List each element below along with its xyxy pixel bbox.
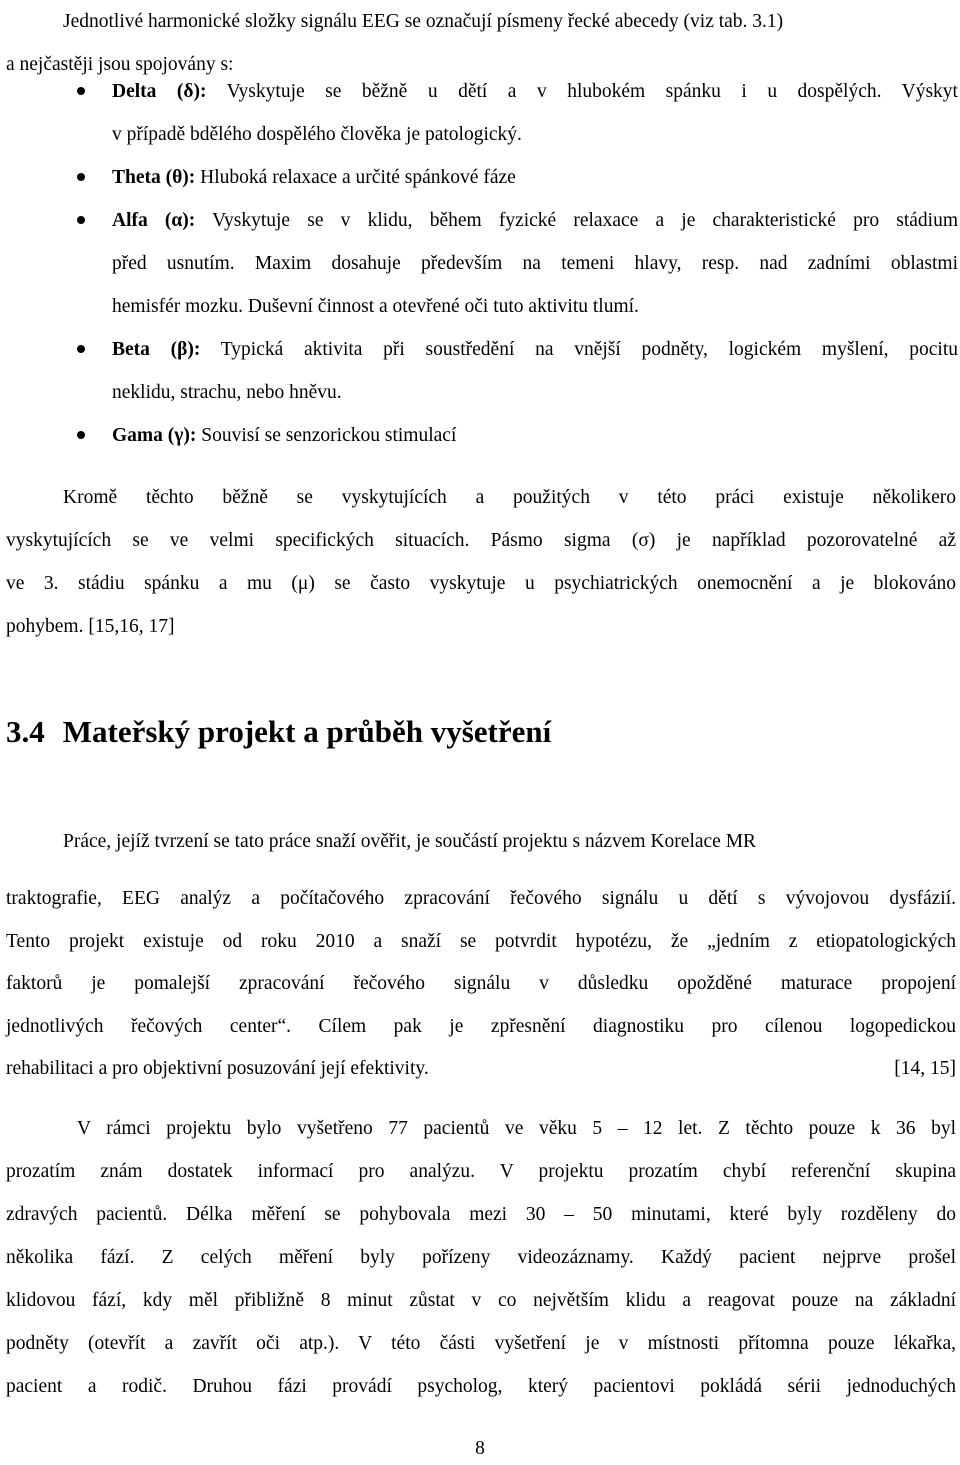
bullet-icon — [77, 216, 85, 224]
band-description-cont: neklidu, strachu, nebo hněvu. — [112, 382, 342, 403]
band-term: Theta (θ): — [112, 167, 196, 188]
list-item-delta — [112, 70, 958, 156]
page-number: 8 — [475, 1438, 485, 1459]
bullet-icon — [77, 431, 85, 439]
band-term: Alfa (α): — [112, 210, 196, 231]
list-item-alfa — [112, 199, 958, 328]
citation: [14, 15] — [894, 1058, 956, 1079]
band-description: Typická aktivita při soustředění na vnější podněty, logickém myšlení, pocitu — [200, 339, 958, 360]
project-intro-line: Práce, jejíž tvrzení se tato práce snaží ověřit, je součástí projektu s názvem Korelace MR — [63, 831, 757, 852]
paragraph-line: pohybem. [15,16, 17] — [6, 616, 175, 637]
paragraph-line: vyskytujících se ve velmi specifických situacích. Pásmo sigma (σ) je například pozorovatelné až — [6, 530, 956, 551]
band-term: Delta (δ): — [112, 81, 207, 102]
paragraph-line: pacient a rodič. Druhou fázi provádí psycholog, který pacientovi pokládá sérii jednoduchých — [6, 1376, 956, 1397]
band-description-cont: před usnutím. Maxim dosahuje především na temeni hlavy, resp. nad zadními oblastmi — [112, 253, 958, 274]
band-term: Beta (β): — [112, 339, 201, 360]
other-bands-paragraph — [6, 476, 956, 648]
list-item-theta — [112, 156, 958, 199]
band-description: Vyskytuje se běžně u dětí a v hlubokém spánku i u dospělých. Výskyt — [206, 81, 958, 102]
band-description: Souvisí se senzorickou stimulací — [196, 425, 457, 446]
band-term: Gama (γ): — [112, 425, 197, 446]
paragraph-line: faktorů je pomalejší zpracování řečového signálu v důsledku opožděné maturace propojení — [6, 973, 956, 994]
paragraph-line: Kromě těchto běžně se vyskytujících a použitých v této práci existuje několikero — [63, 487, 956, 508]
paragraph-line: Tento projekt existuje od roku 2010 a snaží se potvrdit hypotézu, že „jedním z etiopatologických — [6, 930, 956, 952]
intro-line-2: a nejčastěji jsou spojovány s: — [6, 54, 234, 75]
section-number: 3.4 — [6, 714, 45, 749]
list-item-beta — [112, 328, 958, 414]
list-item-gama — [112, 414, 958, 457]
paragraph-line: zdravých pacientů. Délka měření se pohybovala mezi 30 – 50 minutami, které byly rozděleny do — [6, 1204, 956, 1225]
paragraph-line: ve 3. stádiu spánku a mu (μ) se často vyskytuje u psychiatrických onemocnění a je blokováno — [6, 573, 956, 594]
bullet-icon — [77, 173, 85, 181]
bullet-icon — [77, 87, 85, 95]
project-paragraph — [6, 878, 956, 1091]
paragraph-line: rehabilitaci a pro objektivní posuzování její efektivity. — [6, 1058, 429, 1079]
paragraph-line: podněty (otevřít a zavřít oči atp.). V této části vyšetření je v místnosti přítomna pouze lékařka, — [6, 1333, 956, 1354]
band-description-cont: v případě bdělého dospělého člověka je patologický. — [112, 124, 522, 145]
section-title: Mateřský projekt a průběh vyšetření — [62, 714, 552, 749]
paragraph-line: klidovou fází, kdy měl přibližně 8 minut zůstat v co největším klidu a reagovat pouze na základní — [6, 1290, 956, 1311]
paragraph-line: několika fází. Z celých měření byly pořízeny videozáznamy. Každý pacient nejprve prošel — [6, 1247, 956, 1268]
paragraph-line: traktografie, EEG analýz a počítačového zpracování řečového signálu u dětí s vývojovou dysfázií. — [6, 888, 956, 909]
band-description: Hluboká relaxace a určité spánkové fáze — [195, 167, 516, 188]
intro-line-1: Jednotlivé harmonické složky signálu EEG se označují písmeny řecké abecedy (viz tab. 3.1) — [63, 11, 784, 32]
section-heading — [6, 710, 551, 754]
paragraph-line: prozatím znám dostatek informací pro analýzu. V projektu prozatím chybí referenční skupina — [6, 1161, 956, 1182]
paragraph-line: jednotlivých řečových center“. Cílem pak je zpřesnění diagnostiku pro cílenou logopedickou — [6, 1015, 956, 1037]
examination-paragraph — [6, 1107, 956, 1408]
band-description: Vyskytuje se v klidu, během fyzické relaxace a je charakteristické pro stádium — [195, 210, 959, 231]
bullet-icon — [77, 345, 85, 353]
eeg-band-list — [112, 70, 958, 457]
band-description-cont: hemisfér mozku. Duševní činnost a otevřené oči tuto aktivitu tlumí. — [112, 296, 639, 317]
paragraph-line: V rámci projektu bylo vyšetřeno 77 pacientů ve věku 5 – 12 let. Z těchto pouze k 36 byl — [77, 1118, 956, 1139]
